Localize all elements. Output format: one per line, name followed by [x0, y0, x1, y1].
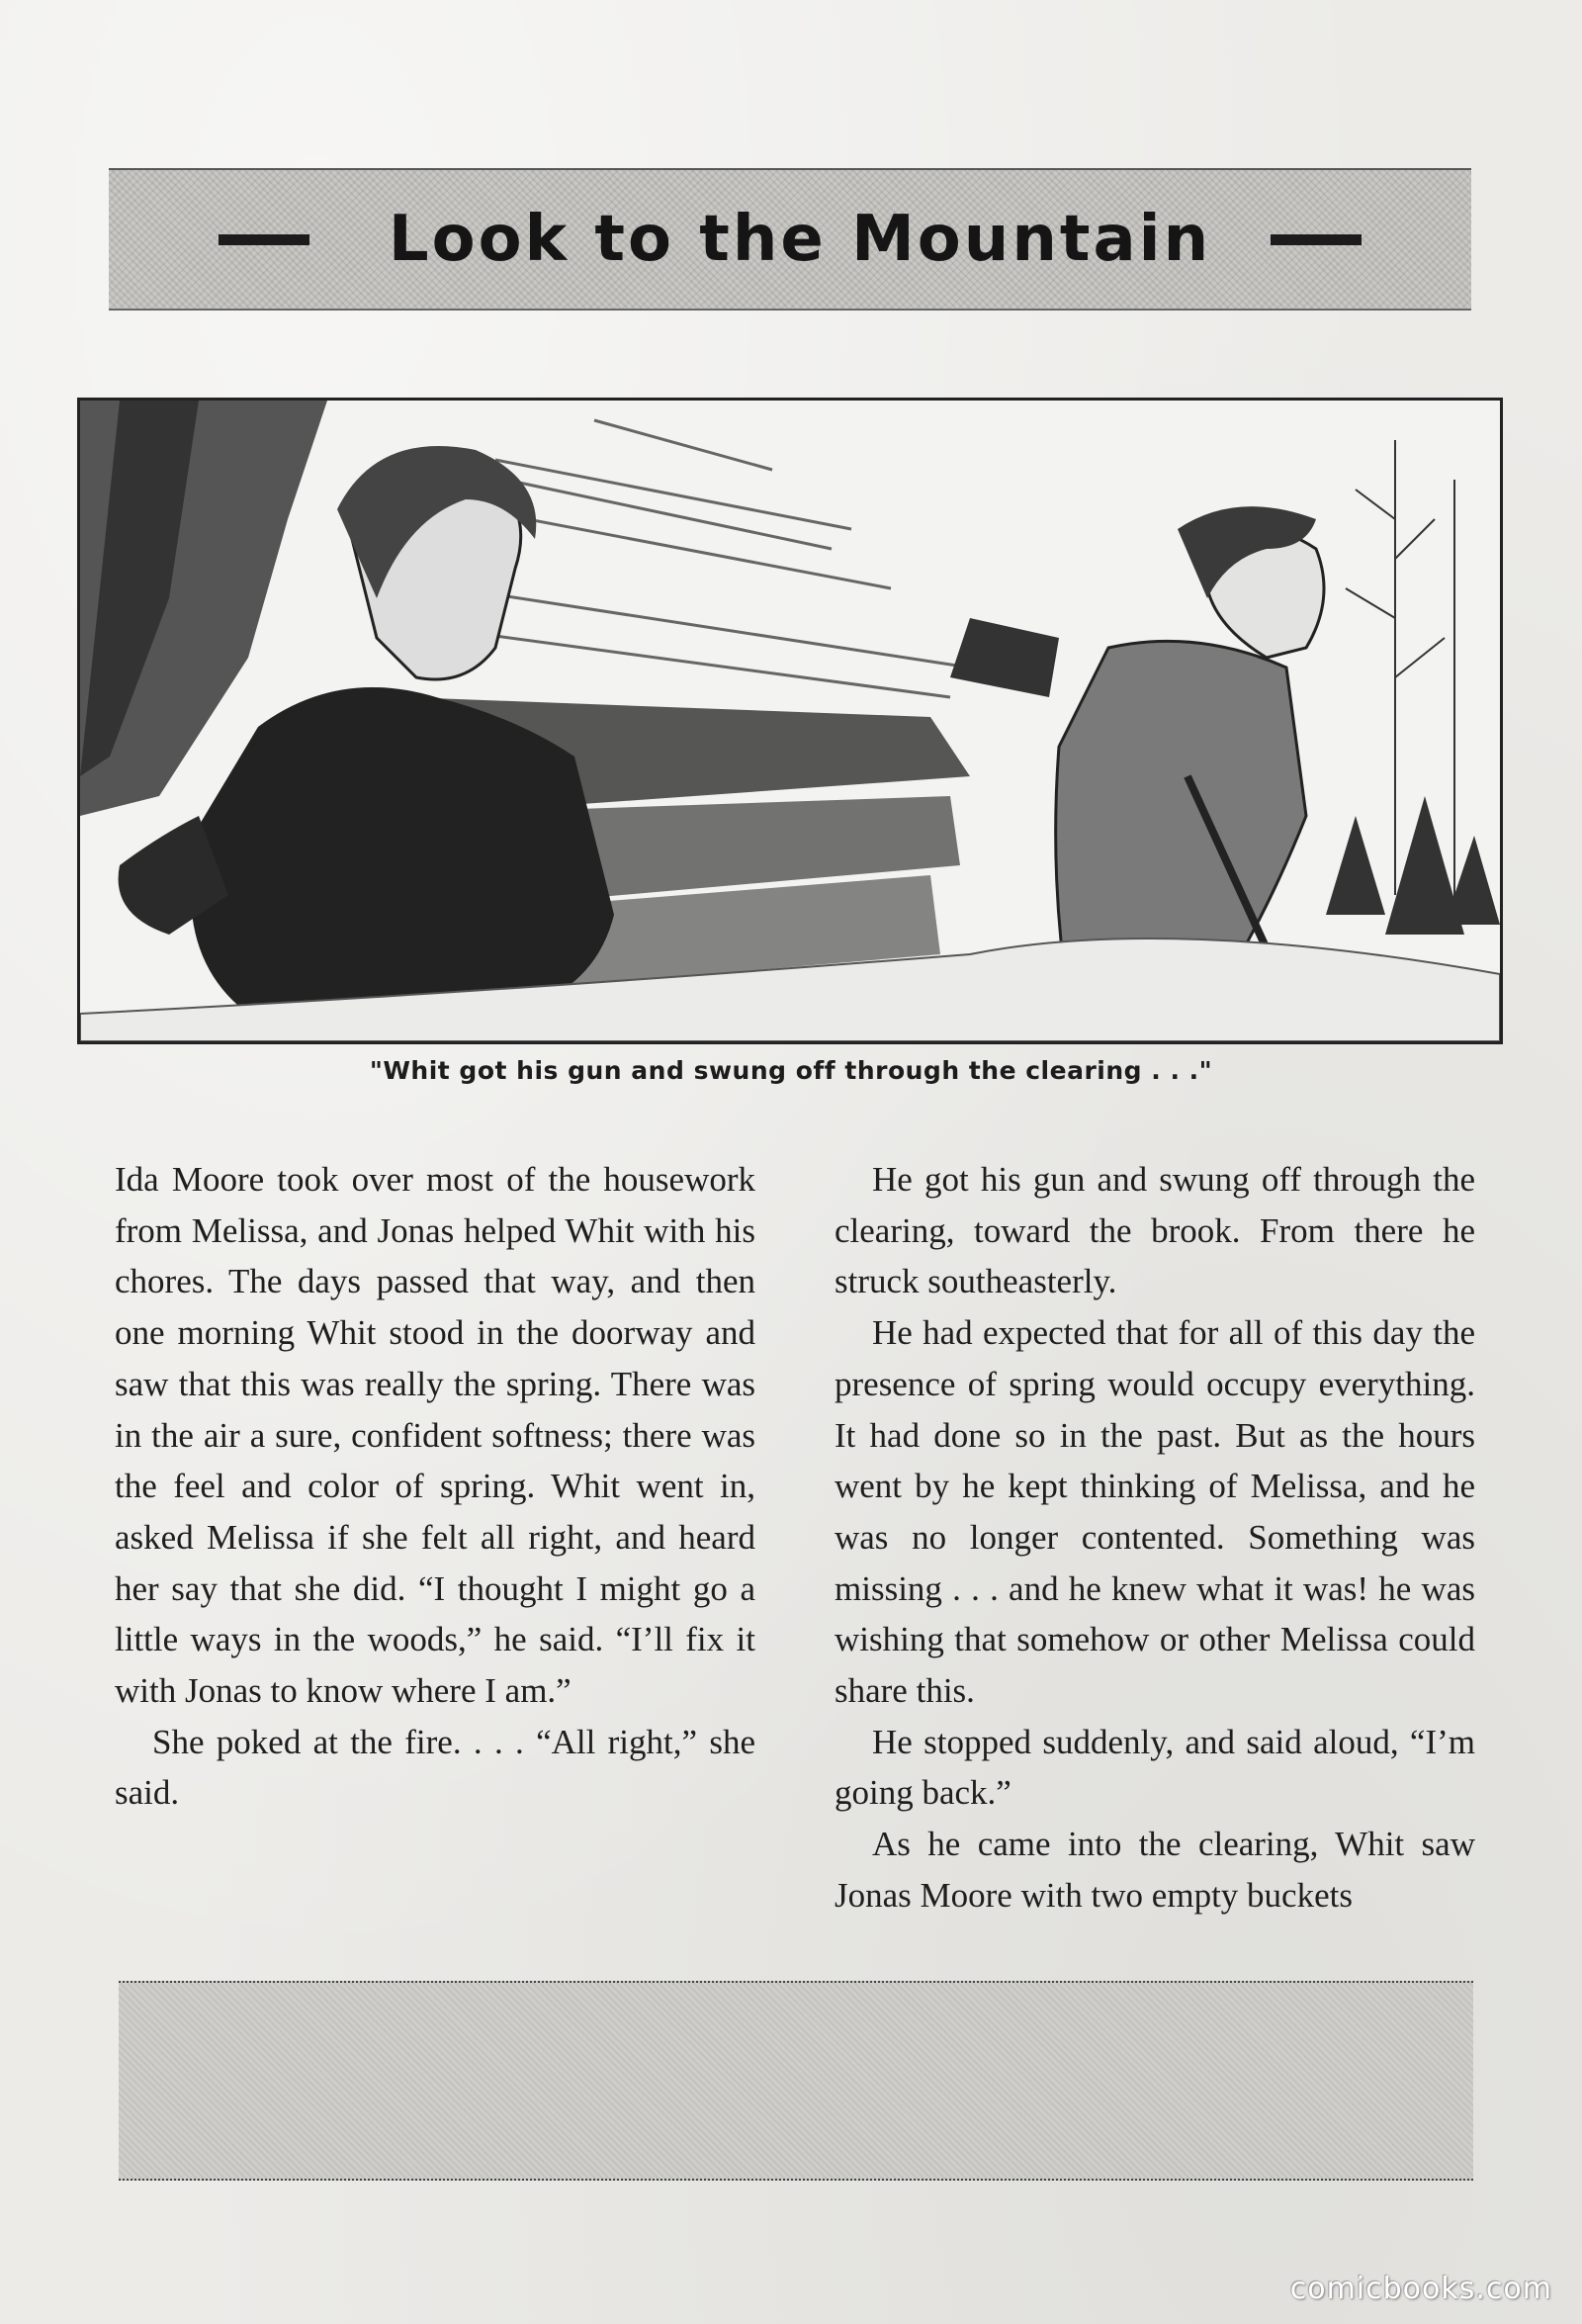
story-illustration	[77, 398, 1503, 1044]
blank-ad-panel	[119, 1981, 1473, 2181]
story-title: Look to the Mountain	[388, 203, 1212, 276]
paragraph: As he came into the clearing, Whit saw Jonas Moore with two empty buckets	[835, 1825, 1475, 1915]
title-dash-left	[219, 234, 309, 245]
paragraph: He stopped suddenly, and said aloud, “I’m going back.”	[835, 1722, 1475, 1813]
illustration-drawing	[80, 401, 1500, 1041]
title-banner	[109, 168, 1471, 311]
paragraph: He had expected that for all of this day the presence of spring would occupy everything. It had done so in the past. But as the hours went by he kept thinking of Melissa, and he was no longer contented. Something was missing . . . and he knew what it was! he was wishing that somehow or other Melissa could share this.	[835, 1313, 1475, 1711]
paragraph: She poked at the fire. . . . “All right,” she said.	[115, 1722, 755, 1813]
paragraph: Ida Moore took over most of the housework from Melissa, and Jonas helped Whit with his chores. The days passed that way, and then one morning Whit stood in the doorway and saw that this was really the spring. There was in the air a sure, confident softness; there was the feel and color of spring. Whit went in, asked Melissa if she felt all right, and heard her say that she did. “I thought I might go a little ways in the woods,” he said. “I’ll fix it with Jonas to know where I am.”	[115, 1160, 755, 1711]
title-dash-right	[1271, 234, 1362, 245]
text-column-right	[835, 1154, 1475, 1922]
text-column-left	[115, 1154, 755, 1819]
paragraph: He got his gun and swung off through the clearing, toward the brook. From there he struck southeasterly.	[835, 1160, 1475, 1301]
illustration-caption: "Whit got his gun and swung off through the clearing . . ."	[369, 1056, 1213, 1085]
site-watermark: comicbooks.com	[1289, 2272, 1552, 2306]
